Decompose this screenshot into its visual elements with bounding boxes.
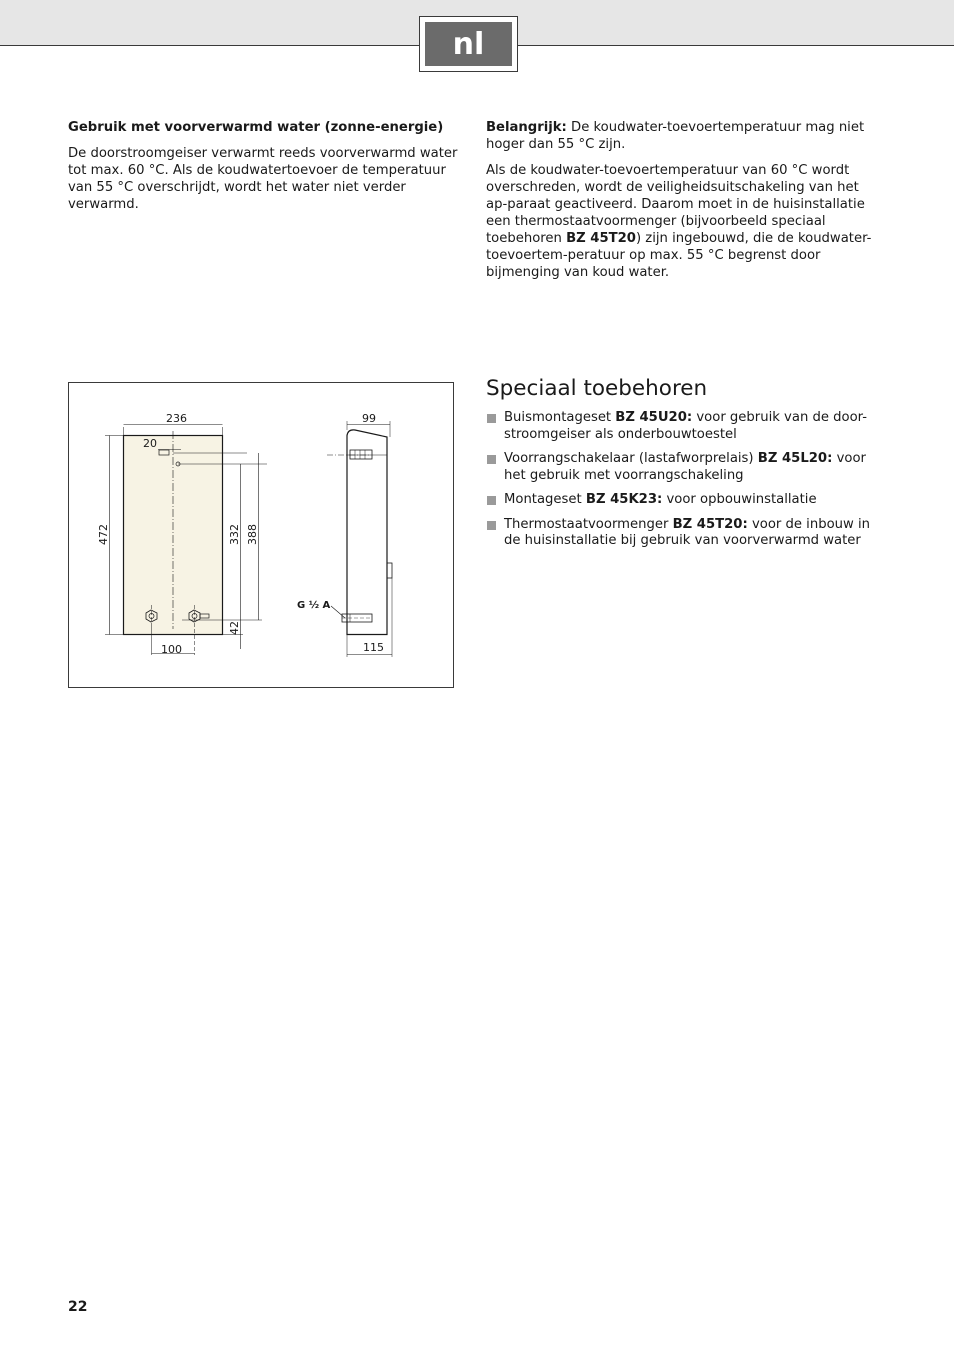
accessories-title: Speciaal toebehoren [486,376,708,401]
dim-472-label: 472 [97,524,110,545]
dim-99-label: 99 [362,412,376,425]
important-note [486,119,881,153]
page-number: 22 [68,1299,88,1315]
accessories-list [486,410,881,558]
dim-115-label: 115 [363,641,384,654]
square-bullet-icon [487,521,496,530]
list-item: Voorrangschakelaar (lastafworprelais) BZ 45L20: voor het gebruik met voorrangschakeling [486,451,881,484]
square-bullet-icon [487,496,496,505]
safety-text-start: Als de koudwater-toevoertemperatuur van 60 °C wordt overschreden, wordt de veiligheidsuitschakeling van het ap-paraat geactiveerd. Daarom moet in de huisinstallatie een thermostaatvoormenger (bijvoorbeeld speciaal toebehoren [486,163,865,246]
safety-text-end: ) zijn ingebouwd, die de koudwater-toevoertem-peratuur op max. 55 °C begrenst door bijmenging van koud water. [486,231,872,280]
list-item: Thermostaatvoormenger BZ 45T20: voor de inbouw in de huisinstallatie bij gebruik van voorverwarmd water [486,517,881,550]
language-code: nl [425,22,512,66]
dim-42-label: 42 [228,621,241,635]
dim-20-label: 20 [143,437,157,450]
list-item: Buismontageset BZ 45U20: voor gebruik van de door-stroomgeiser als onderbouwtoestel [486,410,881,443]
square-bullet-icon [487,455,496,464]
section-heading: Gebruik met voorverwarmd water (zonne-energie) [68,120,444,135]
product-code: BZ 45T20: [672,516,748,532]
dim-388-label: 388 [246,524,259,545]
dimension-drawing [68,382,454,688]
dim-332-label: 332 [228,524,241,545]
product-code: BZ 45U20: [615,410,693,425]
side-switch [387,563,392,578]
dim-100-label: 100 [161,643,182,656]
dim-236-label: 236 [166,412,187,425]
product-code: BZ 45L20: [757,451,833,466]
list-item: Montageset BZ 45K23: voor opbouwinstallatie [486,492,881,509]
left-column [68,119,458,222]
important-text: De koudwater-toevoertemperatuur mag niet hoger dan 55 °C zijn. [486,120,865,152]
paragraph-safety [486,162,881,281]
right-column [486,119,881,290]
thread-label: G ½ A [297,600,331,611]
side-view-body [347,430,387,635]
product-code: BZ 45T20 [566,231,636,246]
product-code: BZ 45K23: [585,492,663,507]
important-label: Belangrijk: [486,120,567,135]
dimension-drawing-svg [69,383,455,689]
paragraph-solar: De doorstroomgeiser verwarmt reeds voorverwarmd water tot max. 60 °C. Als de koudwatertoevoer de temperatuur van 55 °C overschrijdt, wordt het water niet verder verwarmd. [68,146,458,212]
language-tab [419,16,518,72]
square-bullet-icon [487,414,496,423]
